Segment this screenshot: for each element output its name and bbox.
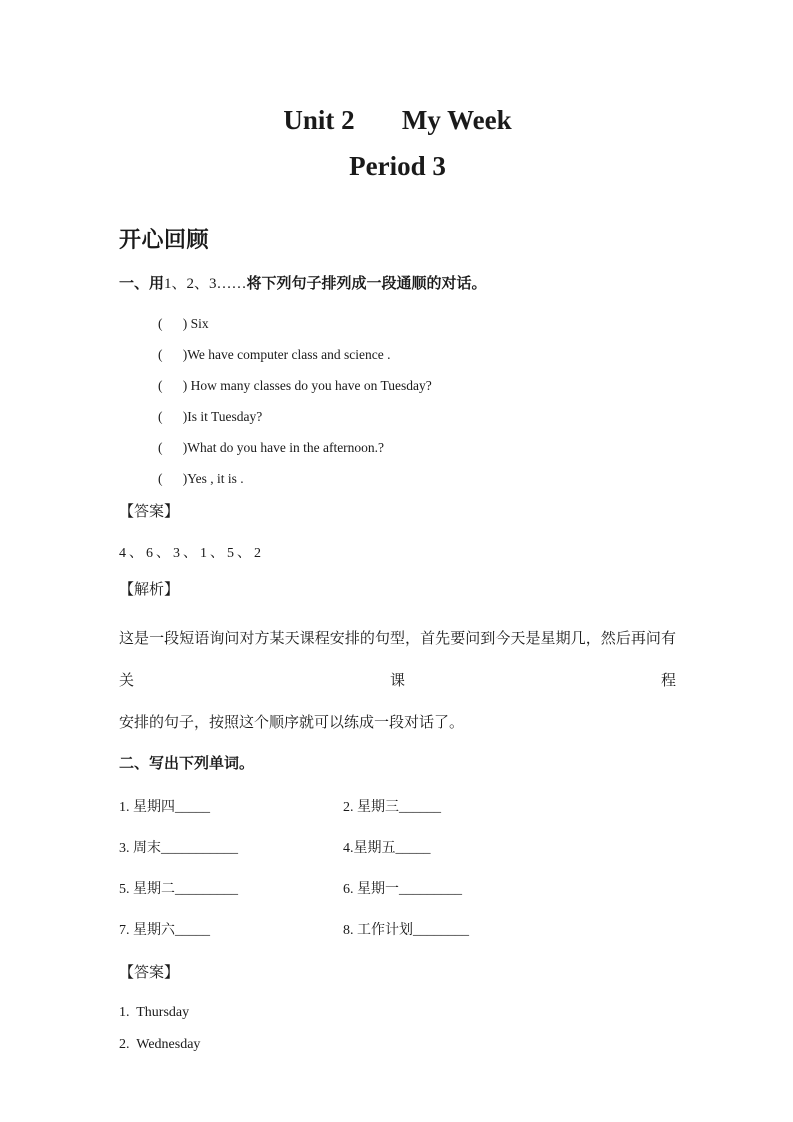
english-answer-2: 2. Wednesday [119,1037,201,1052]
dialogue-ordering-list [119,308,676,494]
section2-heading: 二、写出下列单词。 [119,755,255,772]
word-item-5: 5. 星期二_________ [119,882,238,897]
title-line-period: Period 3 [349,151,446,181]
word-item-8: 8. 工作计划________ [343,923,469,938]
word-item-6: 6. 星期一_________ [343,882,462,897]
analysis-text [119,618,676,744]
word-writing-list [119,787,676,951]
dialogue-item-5: ( )What do you have in the afternoon.? [158,440,385,455]
answer-label-section2: 【答案】 [119,965,180,981]
dialogue-item-2: ( )We have computer class and science . [158,347,391,362]
english-answer-list [119,997,676,1061]
analysis-line-1: 这是一段短语询问对方某天课程安排的句型，首先要问到今天是星期几，然后再问有关课程 [119,631,676,689]
word-item-7: 7. 星期六_____ [119,923,210,938]
word-item-1: 1. 星期四_____ [119,800,210,815]
document-title [119,97,676,189]
section1-heading [119,274,676,294]
word-item-2: 2. 星期三______ [343,800,441,815]
dialogue-item-6: ( )Yes , it is . [158,471,244,486]
dialogue-item-4: ( )Is it Tuesday? [158,409,263,424]
dialogue-item-3: ( ) How many classes do you have on Tuesday? [158,378,432,393]
word-item-4: 4.星期五_____ [343,841,431,856]
analysis-line-2: 安排的句子，按照这个顺序就可以练成一段对话了。 [119,715,465,731]
section1-heading-prefix: 一、用 [119,275,165,292]
review-heading: 开心回顾 [119,227,210,252]
answer-sequence: 4、6、3、1、5、2 [119,546,264,561]
title-line-unit: Unit 2 My Week [283,105,512,135]
dialogue-item-1: ( ) Six [158,316,209,331]
english-answer-1: 1. Thursday [119,1005,190,1020]
section1-heading-suffix: 将下列句子排列成一段通顺的对话。 [246,275,487,292]
answer-label-section1: 【答案】 [119,504,180,520]
word-item-3: 3. 周末___________ [119,841,238,856]
analysis-label: 【解析】 [119,582,180,598]
section1-heading-numbers: 1、2、3…… [164,276,247,292]
